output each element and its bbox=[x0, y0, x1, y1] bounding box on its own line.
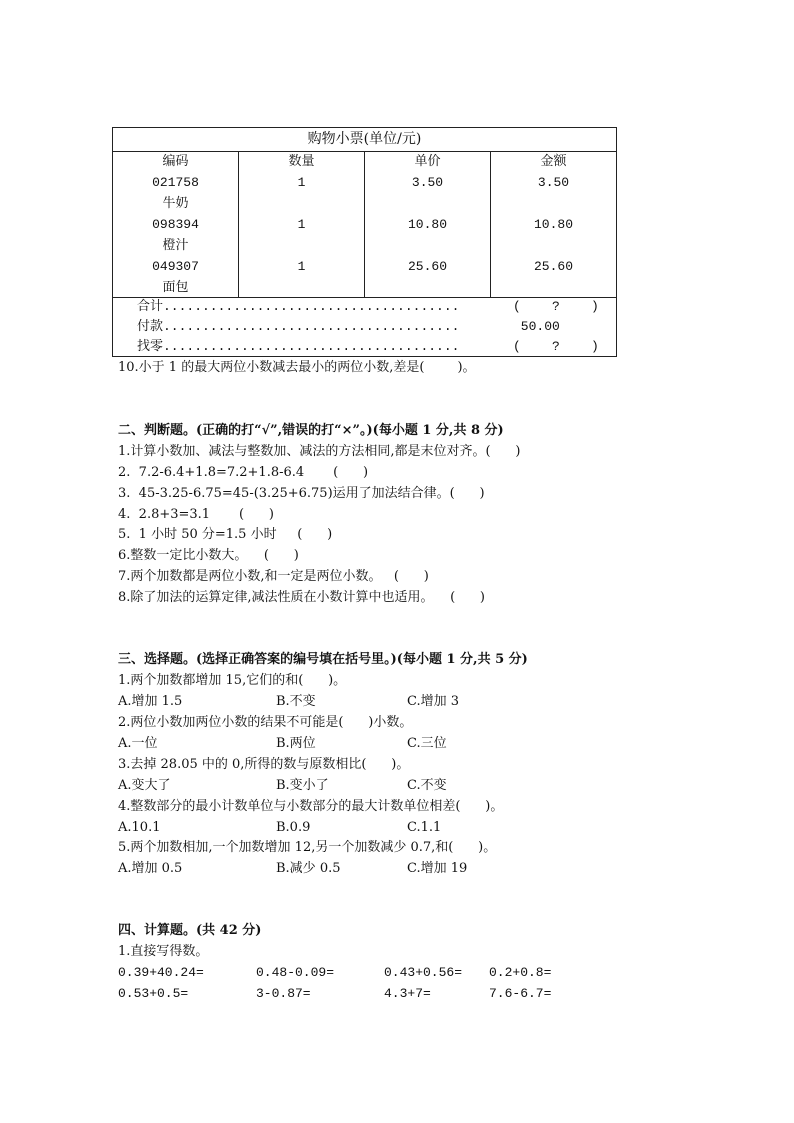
item-amount: 25.60 bbox=[533, 259, 573, 274]
choice-question: 4.整数部分的最小计数单位与小数部分的最大计数单位相差( )。 bbox=[118, 799, 504, 814]
item-code: 049307 bbox=[152, 259, 199, 274]
calc-item: 0.2+0.8= bbox=[489, 965, 552, 980]
item-name: 橙汁 bbox=[162, 238, 189, 253]
calc-subheading: 1.直接写得数。 bbox=[118, 944, 209, 959]
calc-item: 0.39+40.24= bbox=[118, 965, 204, 980]
option-c: C.增加 19 bbox=[407, 861, 468, 876]
option-b: B.变小了 bbox=[276, 778, 329, 793]
summary-change-label: 找零...................................... bbox=[137, 339, 460, 354]
section-3-heading: 三、选择题。(选择正确答案的编号填在括号里。)(每小题 1 分,共 5 分) bbox=[118, 652, 528, 667]
judge-item: 8.除了加法的运算定律,减法性质在小数计算中也适用。 ( ) bbox=[118, 590, 486, 605]
choice-question: 2.两位小数加两位小数的结果不可能是( )小数。 bbox=[118, 715, 413, 730]
header-qty: 数量 bbox=[288, 154, 315, 169]
option-a: A.增加 0.5 bbox=[118, 861, 183, 876]
option-c: C.1.1 bbox=[407, 820, 442, 835]
section-2-heading: 二、判断题。(正确的打“√”,错误的打“×”。)(每小题 1 分,共 8 分) bbox=[118, 423, 504, 438]
choice-question: 3.去掉 28.05 中的 0,所得的数与原数相比( )。 bbox=[118, 757, 410, 772]
option-a: A.变大了 bbox=[118, 778, 171, 793]
summary-total-label: 合计...................................... bbox=[137, 299, 460, 314]
column-code bbox=[113, 151, 239, 297]
item-qty: 1 bbox=[297, 175, 306, 190]
item-qty: 1 bbox=[297, 217, 306, 232]
option-b: B.不变 bbox=[276, 694, 316, 709]
judge-item: 5. 1 小时 50 分=1.5 小时 ( ) bbox=[118, 527, 333, 542]
judge-item: 2. 7.2-6.4+1.8=7.2+1.8-6.4 ( ) bbox=[118, 465, 369, 480]
column-price bbox=[365, 151, 491, 297]
item-name: 牛奶 bbox=[162, 196, 189, 211]
judge-item: 7.两个加数都是两位小数,和一定是两位小数。 ( ) bbox=[118, 569, 429, 584]
item-price: 3.50 bbox=[411, 175, 444, 190]
receipt-summary bbox=[113, 297, 616, 357]
receipt-title: 购物小票(单位/元) bbox=[113, 128, 616, 152]
summary-total-value: ( ? ) bbox=[513, 299, 599, 314]
choice-question: 5.两个加数相加,一个加数增加 12,另一个加数减少 0.7,和( )。 bbox=[118, 840, 497, 855]
calc-item: 0.43+0.56= bbox=[384, 965, 463, 980]
item-code: 021758 bbox=[152, 175, 199, 190]
option-a: A.增加 1.5 bbox=[118, 694, 183, 709]
option-c: C.增加 3 bbox=[407, 694, 460, 709]
summary-change-value: ( ? ) bbox=[513, 339, 599, 354]
judge-item: 6.整数一定比小数大。 ( ) bbox=[118, 548, 299, 563]
column-amount bbox=[491, 151, 616, 297]
item-code: 098394 bbox=[152, 217, 199, 232]
calc-item: 3-0.87= bbox=[256, 986, 311, 1001]
option-c: C.不变 bbox=[407, 778, 447, 793]
option-a: A.一位 bbox=[118, 736, 158, 751]
summary-paid-value: 50.00 bbox=[513, 319, 560, 334]
calc-item: 4.3+7= bbox=[384, 986, 431, 1001]
choice-question: 1.两个加数都增加 15,它们的和( )。 bbox=[118, 673, 347, 688]
item-amount: 3.50 bbox=[537, 175, 570, 190]
item-price: 10.80 bbox=[407, 217, 447, 232]
header-amount: 金额 bbox=[540, 154, 567, 169]
item-name: 面包 bbox=[162, 280, 189, 295]
section-4-heading: 四、计算题。(共 42 分) bbox=[118, 923, 262, 938]
item-amount: 10.80 bbox=[533, 217, 573, 232]
header-code: 编码 bbox=[162, 154, 189, 169]
calc-item: 0.48-0.09= bbox=[256, 965, 335, 980]
option-b: B.两位 bbox=[276, 736, 316, 751]
judge-item: 3. 45-3.25-6.75=45-(3.25+6.75)运用了加法结合律。( ) bbox=[118, 486, 485, 501]
question-10: 10.小于 1 的最大两位小数减去最小的两位小数,差是( )。 bbox=[118, 360, 476, 375]
receipt-grid bbox=[113, 151, 616, 298]
header-price: 单价 bbox=[414, 154, 441, 169]
option-a: A.10.1 bbox=[118, 820, 161, 835]
column-qty bbox=[239, 151, 365, 297]
option-b: B.减少 0.5 bbox=[276, 861, 341, 876]
summary-paid-label: 付款...................................... bbox=[137, 319, 460, 334]
receipt-table bbox=[112, 127, 617, 357]
judge-item: 1.计算小数加、减法与整数加、减法的方法相同,都是末位对齐。( ) bbox=[118, 444, 521, 459]
option-c: C.三位 bbox=[407, 736, 447, 751]
item-qty: 1 bbox=[297, 259, 306, 274]
calc-item: 7.6-6.7= bbox=[489, 986, 552, 1001]
calc-item: 0.53+0.5= bbox=[118, 986, 189, 1001]
option-b: B.0.9 bbox=[276, 820, 311, 835]
item-price: 25.60 bbox=[407, 259, 447, 274]
judge-item: 4. 2.8+3=3.1 ( ) bbox=[118, 507, 274, 522]
